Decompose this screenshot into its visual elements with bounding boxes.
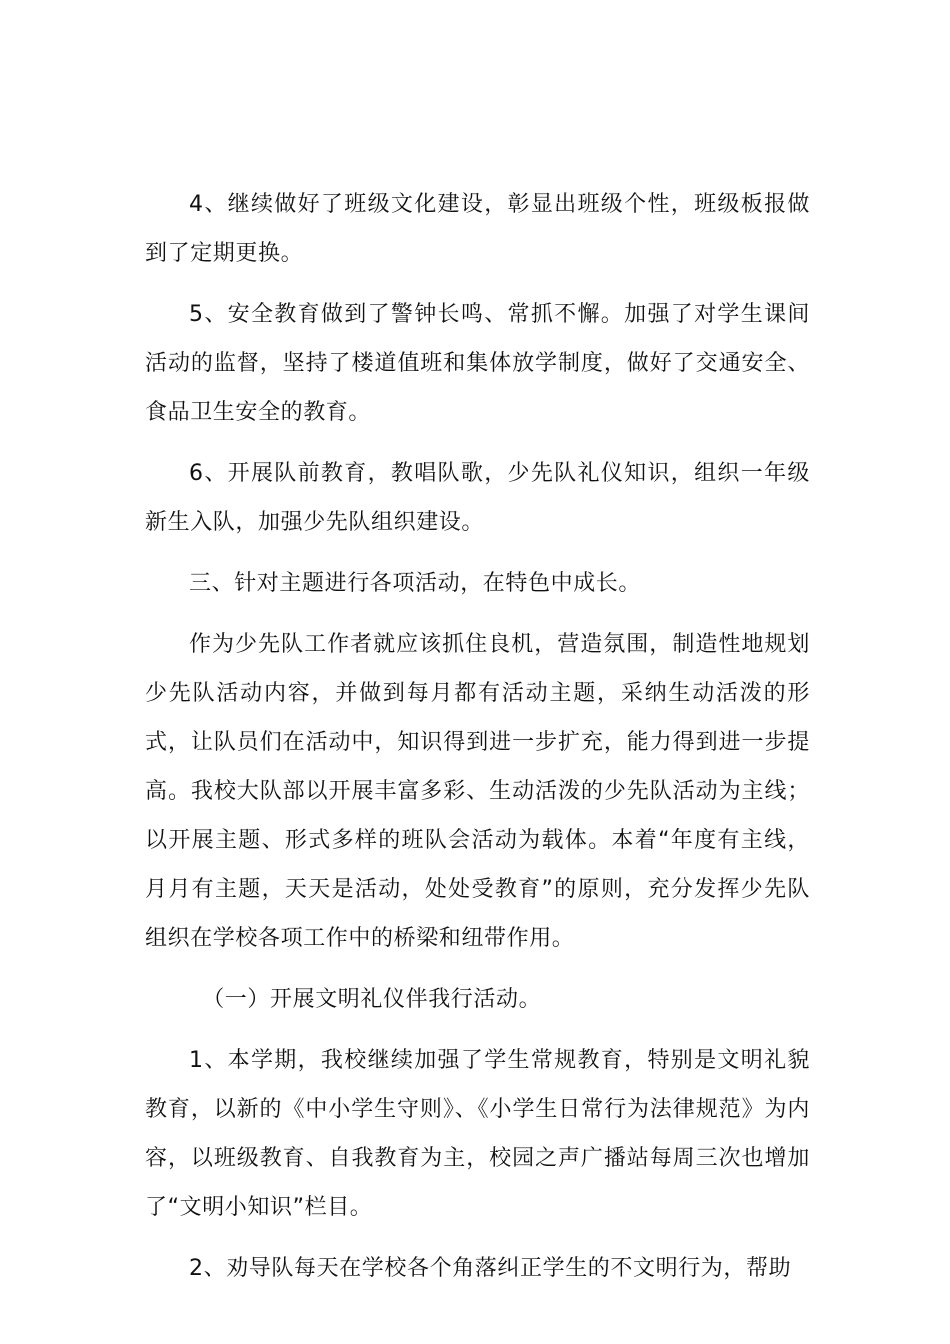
paragraph-item-1: 1、本学期，我校继续加强了学生常规教育，特别是文明礼貌教育，以新的《中小学生守则》、《小学生日常行为法律规范》为内容，以班级教育、自我教育为主，校园之声广播站每周三次也增加了“文明小知识”栏目。 [145, 1048, 810, 1220]
paragraph-item-5: 5、安全教育做到了警钟长鸣、常抓不懈。加强了对学生课间活动的监督，坚持了楼道值班和集体放学制度，做好了交通安全、食品卫生安全的教育。 [145, 302, 810, 425]
body-text [145, 180, 810, 1293]
subsection-heading-1: （一）开展文明礼仪伴我行活动。 [202, 987, 542, 1012]
paragraph-item-6: 6、开展队前教育，教唱队歌，少先队礼仪知识，组织一年级新生入队，加强少先队组织建设。 [145, 461, 810, 535]
paragraph-item-2: 2、劝导队每天在学校各个角落纠正学生的不文明行为，帮助 [189, 1256, 792, 1281]
section-heading-3: 三、针对主题进行各项活动，在特色中成长。 [189, 571, 642, 596]
paragraph-item-4: 4、继续做好了班级文化建设，彰显出班级个性，班级板报做到了定期更换。 [145, 192, 810, 266]
paragraph-intro: 作为少先队工作者就应该抓住良机，营造氛围，制造性地规划少先队活动内容，并做到每月都有活动主题，采纳生动活泼的形式，让队员们在活动中，知识得到进一步扩充，能力得到进一步提高。我校大队部以开展丰富多彩、生动活泼的少先队活动为主线；以开展主题、形式多样的班队会活动为载体。本着“年度有主线，月月有主题，天天是活动，处处受教育”的原则，充分发挥少先队组织在学校各项工作中的桥梁和纽带作用。 [145, 632, 810, 951]
